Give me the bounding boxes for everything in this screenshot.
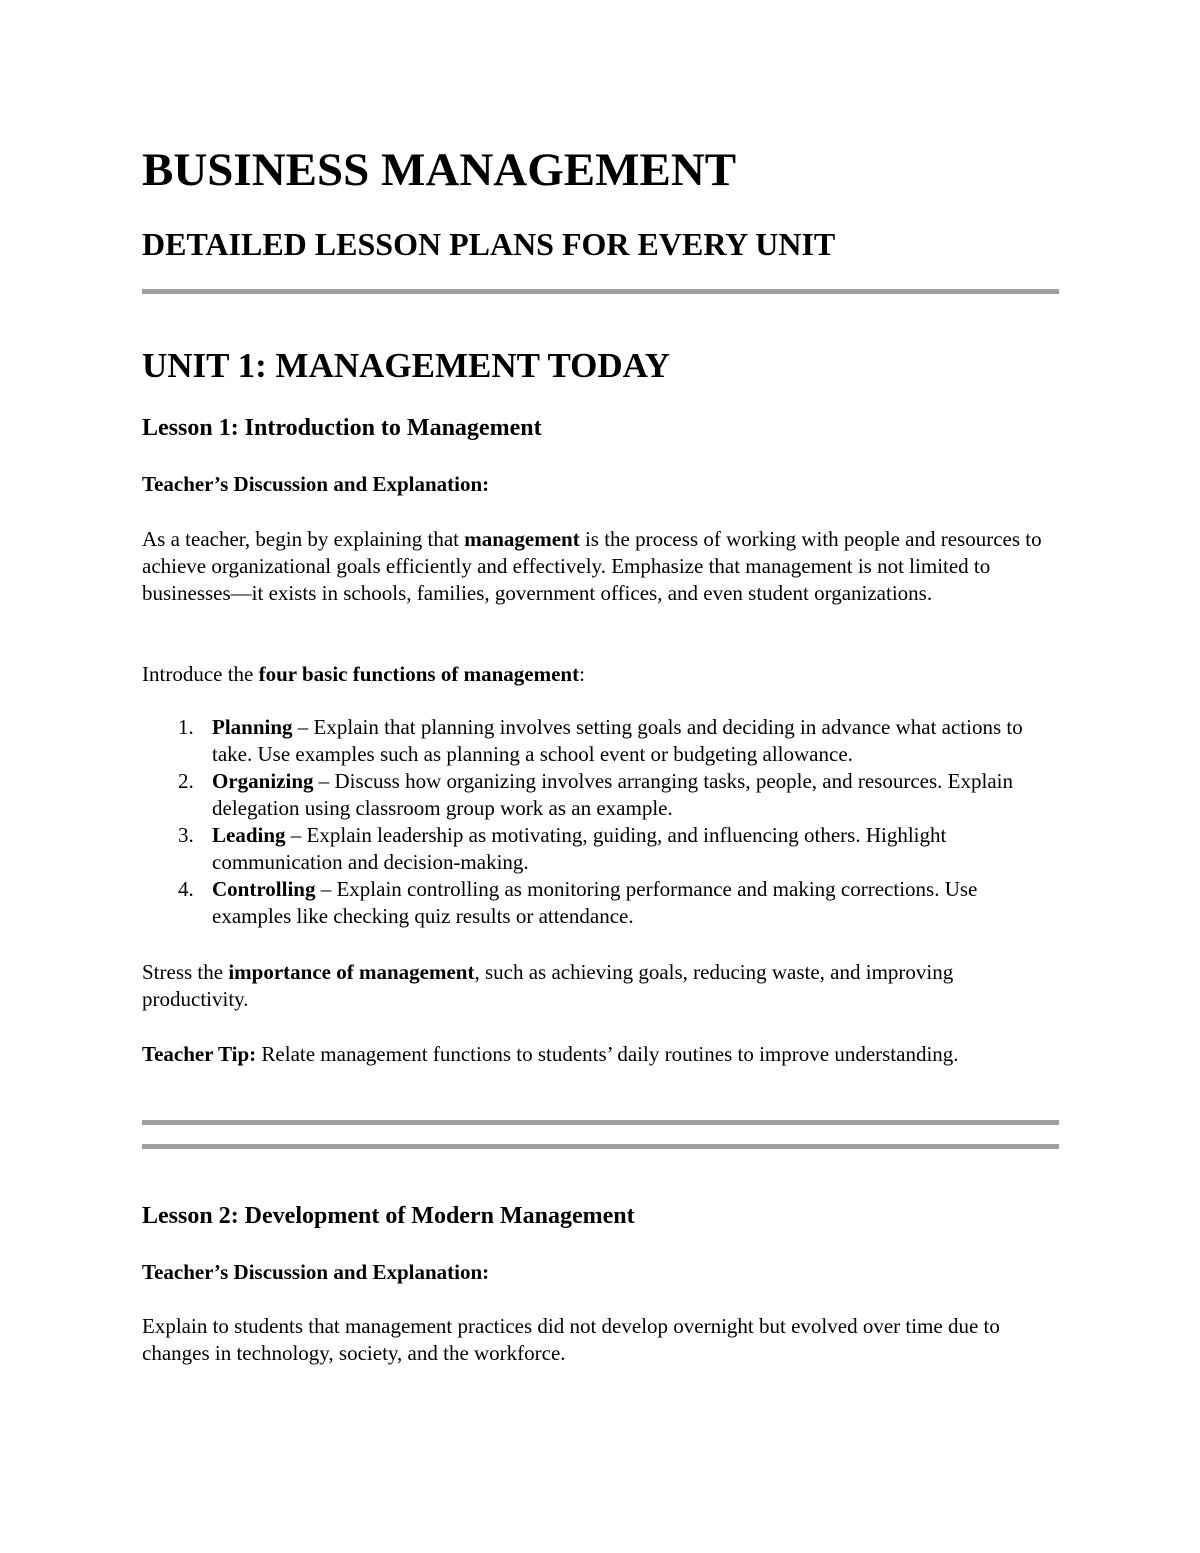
document-title: BUSINESS MANAGEMENT	[142, 144, 737, 196]
function-item-organizing	[142, 768, 1060, 822]
list-number: 1.	[178, 715, 194, 739]
function-description: – Discuss how organizing involves arranging tasks, people, and resources. Explain delegation using classroom group work as an example.	[212, 769, 1013, 820]
lesson-1-heading: Lesson 1: Introduction to Management	[142, 415, 542, 441]
lesson-1-discussion-label: Teacher’s Discussion and Explanation:	[142, 472, 490, 496]
horizontal-rule	[142, 1120, 1059, 1125]
document-subtitle: DETAILED LESSON PLANS FOR EVERY UNIT	[142, 226, 836, 262]
function-name: Controlling	[212, 877, 316, 901]
lesson-2-intro-paragraph: Explain to students that management practices did not develop overnight but evolved over time due to changes in technology, society, and the workforce.	[142, 1314, 1000, 1365]
unit-heading: UNIT 1: MANAGEMENT TODAY	[142, 346, 671, 385]
function-name: Planning	[212, 715, 293, 739]
teacher-tip-label: Teacher Tip:	[142, 1042, 257, 1066]
function-description: – Explain controlling as monitoring performance and making corrections. Use examples like checking quiz results or attendance.	[212, 877, 978, 928]
horizontal-rule	[142, 289, 1059, 294]
functions-term: four basic functions of management	[258, 662, 580, 686]
function-name: Organizing	[212, 769, 314, 793]
importance-term: importance of management	[228, 960, 475, 984]
lesson-2-heading: Lesson 2: Development of Modern Management	[142, 1203, 635, 1229]
function-description: – Explain that planning involves setting goals and deciding in advance what actions to take. Use examples such as planning a school event or budgeting allowance.	[212, 715, 1023, 766]
importance-paragraph: Stress the importance of management, such as achieving goals, reducing waste, and improving productivity.	[142, 960, 954, 1011]
list-number: 3.	[178, 823, 194, 847]
lesson-1-intro-paragraph: As a teacher, begin by explaining that management is the process of working with people and resources to achieve organizational goals efficiently and effectively. Emphasize that management is not limited to businesses—it exists in schools, families, government offices, and even student organizations.	[142, 527, 1042, 605]
horizontal-rule	[142, 1144, 1059, 1149]
function-description: – Explain leadership as motivating, guiding, and influencing others. Highlight communication and decision-making.	[212, 823, 947, 874]
function-name: Leading	[212, 823, 286, 847]
list-number: 2.	[178, 769, 194, 793]
functions-intro-paragraph: Introduce the four basic functions of management:	[142, 662, 585, 686]
lesson-2-discussion-label: Teacher’s Discussion and Explanation:	[142, 1260, 490, 1284]
teacher-tip-paragraph: Teacher Tip: Relate management functions to students’ daily routines to improve understanding.	[142, 1042, 959, 1066]
function-item-planning	[142, 714, 1060, 768]
functions-list	[142, 714, 1060, 930]
function-item-controlling	[142, 876, 1060, 930]
function-item-leading	[142, 822, 1060, 876]
management-term: management	[464, 527, 580, 551]
list-number: 4.	[178, 877, 194, 901]
